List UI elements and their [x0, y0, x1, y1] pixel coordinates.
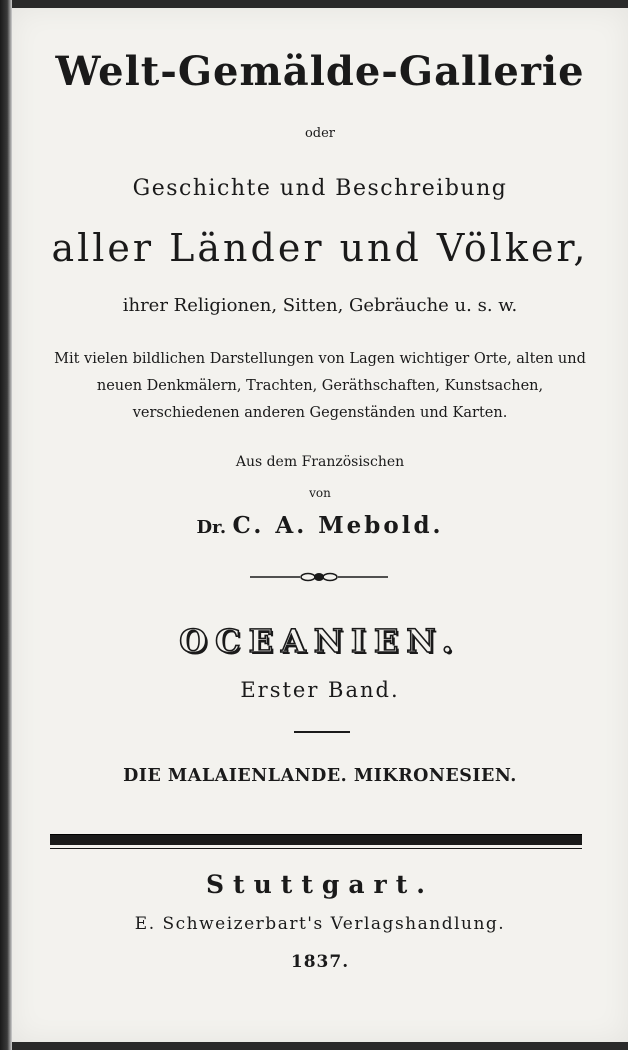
- volume-number: Erster Band.: [240, 678, 400, 702]
- publisher-name: E. Schweizerbart's Verlagshandlung.: [134, 914, 506, 934]
- place-of-publication: Stuttgart.: [206, 870, 434, 899]
- thin-divider: [50, 848, 582, 849]
- main-title: Welt-Gemälde-Gallerie: [55, 48, 585, 95]
- publication-year: 1837.: [290, 952, 350, 972]
- short-divider: [294, 731, 350, 733]
- book-spine-edge: [0, 0, 12, 1050]
- ornament-divider-icon: [248, 568, 390, 586]
- title-page: [12, 8, 628, 1042]
- translation-note: Aus dem Französischen: [235, 454, 405, 470]
- author-prefix: Dr.: [196, 517, 227, 538]
- subtitle-line-3: ihrer Religionen, Sitten, Gebräuche u. s. w.: [122, 295, 518, 316]
- subtitle-line-1: Geschichte und Beschreibung: [132, 176, 508, 201]
- subtitle-line-2: aller Länder und Völker,: [51, 226, 589, 270]
- author-line: [12, 512, 628, 539]
- by-text: von: [309, 486, 331, 500]
- author-name: C. A. Mebold.: [232, 512, 444, 539]
- regions-heading: DIE MALAIENLANDE. MIKRONESIEN.: [123, 766, 517, 786]
- connector-text: oder: [304, 126, 336, 141]
- description-paragraph: Mit vielen bildlichen Darstellungen von Lagen wichtiger Orte, alten und neuen Denkmälern, Trachten, Geräthschaften, Kunstsachen, verschiedenen anderen Gegenständen und Karten.: [54, 351, 586, 421]
- volume-title: OCEANIEN.: [179, 622, 461, 660]
- thick-divider: [50, 834, 582, 845]
